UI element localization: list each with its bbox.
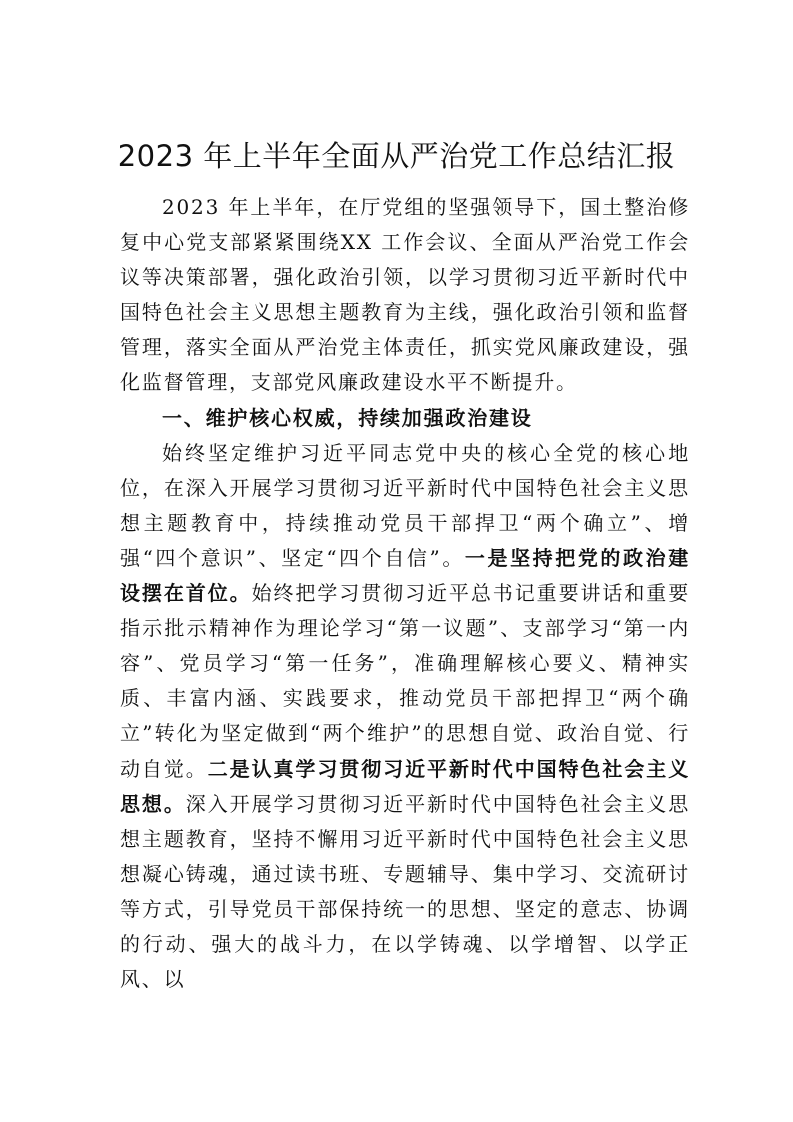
paragraph-text: 始终坚定维护习近平同志党中央的核心全党的核心地位，在深入开展学习贯彻习近平新时代中国特色社会主义思想主题教育中，持续推动党员干部捍卫“两个确立”、增强“四个意识”、坚定“四个自信”。: [120, 440, 690, 570]
intro-paragraph: 2023 年上半年，在厅党组的坚强领导下，国土整治修复中心党支部紧紧围绕XX 工作会议、全面从严治党工作会议等决策部署，强化政治引领，以学习贯彻习近平新时代中国特色社会主义思想主题教育为主线，强化政治引领和监督管理，落实全面从严治党主体责任，抓实党风廉政建设，强化监督管理，支部党风廉政建设水平不断提升。: [120, 195, 690, 395]
section-1-paragraph: [120, 436, 690, 998]
document-body: [120, 190, 690, 997]
section-1-heading: 一、维护核心权威，持续加强政治建设: [162, 405, 533, 430]
paragraph-text: 始终把学习贯彻习近平总书记重要讲话和重要指示批示精神作为理论学习“第一议题”、支部学习“第一内容”、党员学习“第一任务”，准确理解核心要义、精神实质、丰富内涵、实践要求，推动党员干部把捍卫“两个确立”转化为坚定做到“两个维护”的思想自觉、政治自觉、行动自觉。: [120, 581, 691, 781]
bold-subheading-2: 二是认真学习贯彻习近平新时代中国特色社会主义思想。: [120, 756, 690, 816]
paragraph-text: 深入开展学习贯彻习近平新时代中国特色社会主义思想主题教育，坚持不懈用习近平新时代中国特色社会主义思想凝心铸魂，通过读书班、专题辅导、集中学习、交流研讨等方式，引导党员干部保持统一的思想、坚定的意志、协调的行动、强大的战斗力，在以学铸魂、以学增智、以学正风、以: [120, 791, 691, 992]
bold-subheading-1: 一是坚持把党的政治建设摆在首位。: [120, 545, 691, 606]
document-title: 2023 年上半年全面从严治党工作总结汇报: [117, 139, 676, 173]
